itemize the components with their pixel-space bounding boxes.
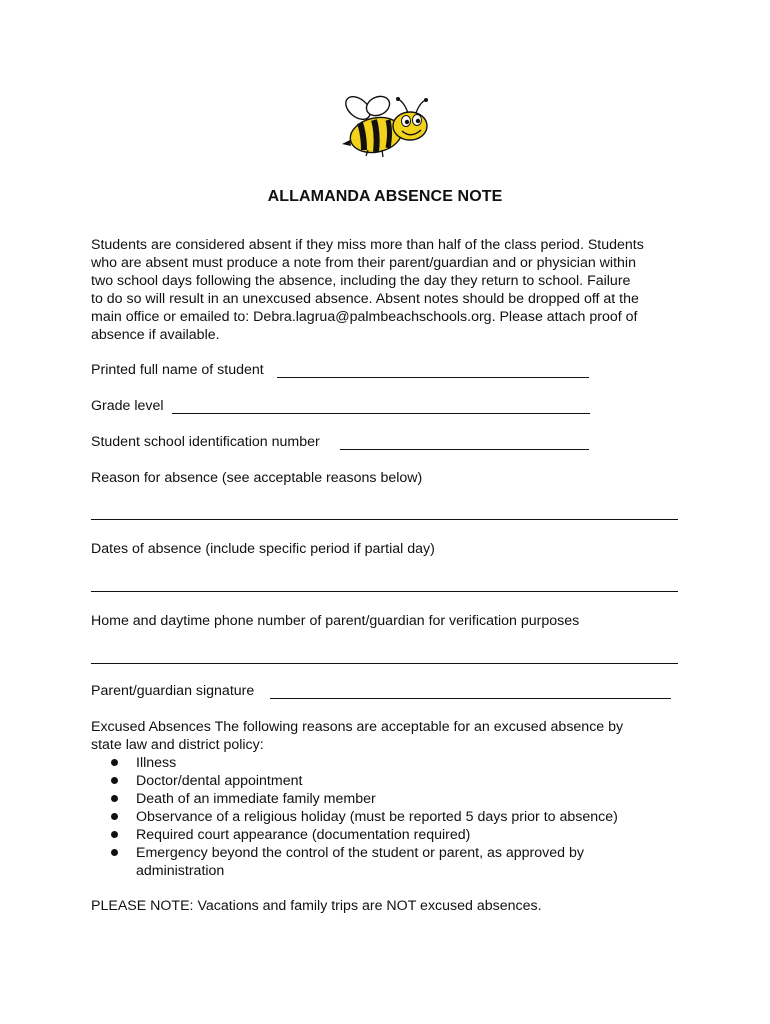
intro-line: Students are considered absent if they miss more than half of the class period. Students	[91, 237, 644, 253]
list-item: Death of an immediate family member	[108, 790, 618, 808]
student-name-field[interactable]	[277, 377, 589, 378]
list-item: Observance of a religious holiday (must be reported 5 days prior to absence)	[108, 808, 618, 826]
reason-field[interactable]	[91, 519, 678, 520]
intro-line: who are absent must produce a note from their parent/guardian and or physician within	[91, 255, 636, 271]
bullet-icon	[111, 813, 118, 820]
excused-absences-intro	[91, 718, 623, 754]
list-item: Emergency beyond the control of the student or parent, as approved by administration	[108, 844, 618, 880]
vacation-note: PLEASE NOTE: Vacations and family trips are NOT excused absences.	[91, 898, 542, 914]
student-id-field[interactable]	[340, 449, 589, 450]
phone-label: Home and daytime phone number of parent/guardian for verification purposes	[91, 613, 580, 629]
list-item: Doctor/dental appointment	[108, 772, 618, 790]
bee-icon	[338, 90, 436, 160]
bullet-icon	[111, 831, 118, 838]
dates-label: Dates of absence (include specific period if partial day)	[91, 541, 435, 557]
page-title: ALLAMANDA ABSENCE NOTE	[267, 188, 503, 205]
excused-line: state law and district policy:	[91, 737, 264, 753]
signature-label: Parent/guardian signature	[91, 683, 255, 699]
list-item: Illness	[108, 754, 618, 772]
bullet-icon	[111, 795, 118, 802]
bullet-icon	[111, 849, 118, 856]
student-name-label: Printed full name of student	[91, 362, 264, 378]
reason-label: Reason for absence (see acceptable reasons below)	[91, 470, 423, 486]
intro-paragraph	[91, 236, 691, 344]
intro-line: main office or emailed to: Debra.lagrua@palmbeachschools.org. Please attach proof of	[91, 309, 638, 325]
intro-line: to do so will result in an unexcused absence. Absent notes should be dropped off at the	[91, 291, 639, 307]
dates-field[interactable]	[91, 591, 678, 592]
bullet-icon	[111, 777, 118, 784]
excused-line: Excused Absences The following reasons are acceptable for an excused absence by	[91, 719, 624, 735]
signature-field[interactable]	[270, 698, 671, 699]
list-item: Required court appearance (documentation required)	[108, 826, 618, 844]
grade-level-field[interactable]	[172, 413, 590, 414]
excused-reasons-list	[108, 754, 618, 880]
bullet-icon	[111, 759, 118, 766]
grade-level-label: Grade level	[91, 398, 164, 414]
intro-line: absence if available.	[91, 327, 220, 343]
student-id-label: Student school identification number	[91, 434, 320, 450]
phone-field[interactable]	[91, 663, 678, 664]
intro-line: two school days following the absence, including the day they return to school. Failure	[91, 273, 631, 289]
